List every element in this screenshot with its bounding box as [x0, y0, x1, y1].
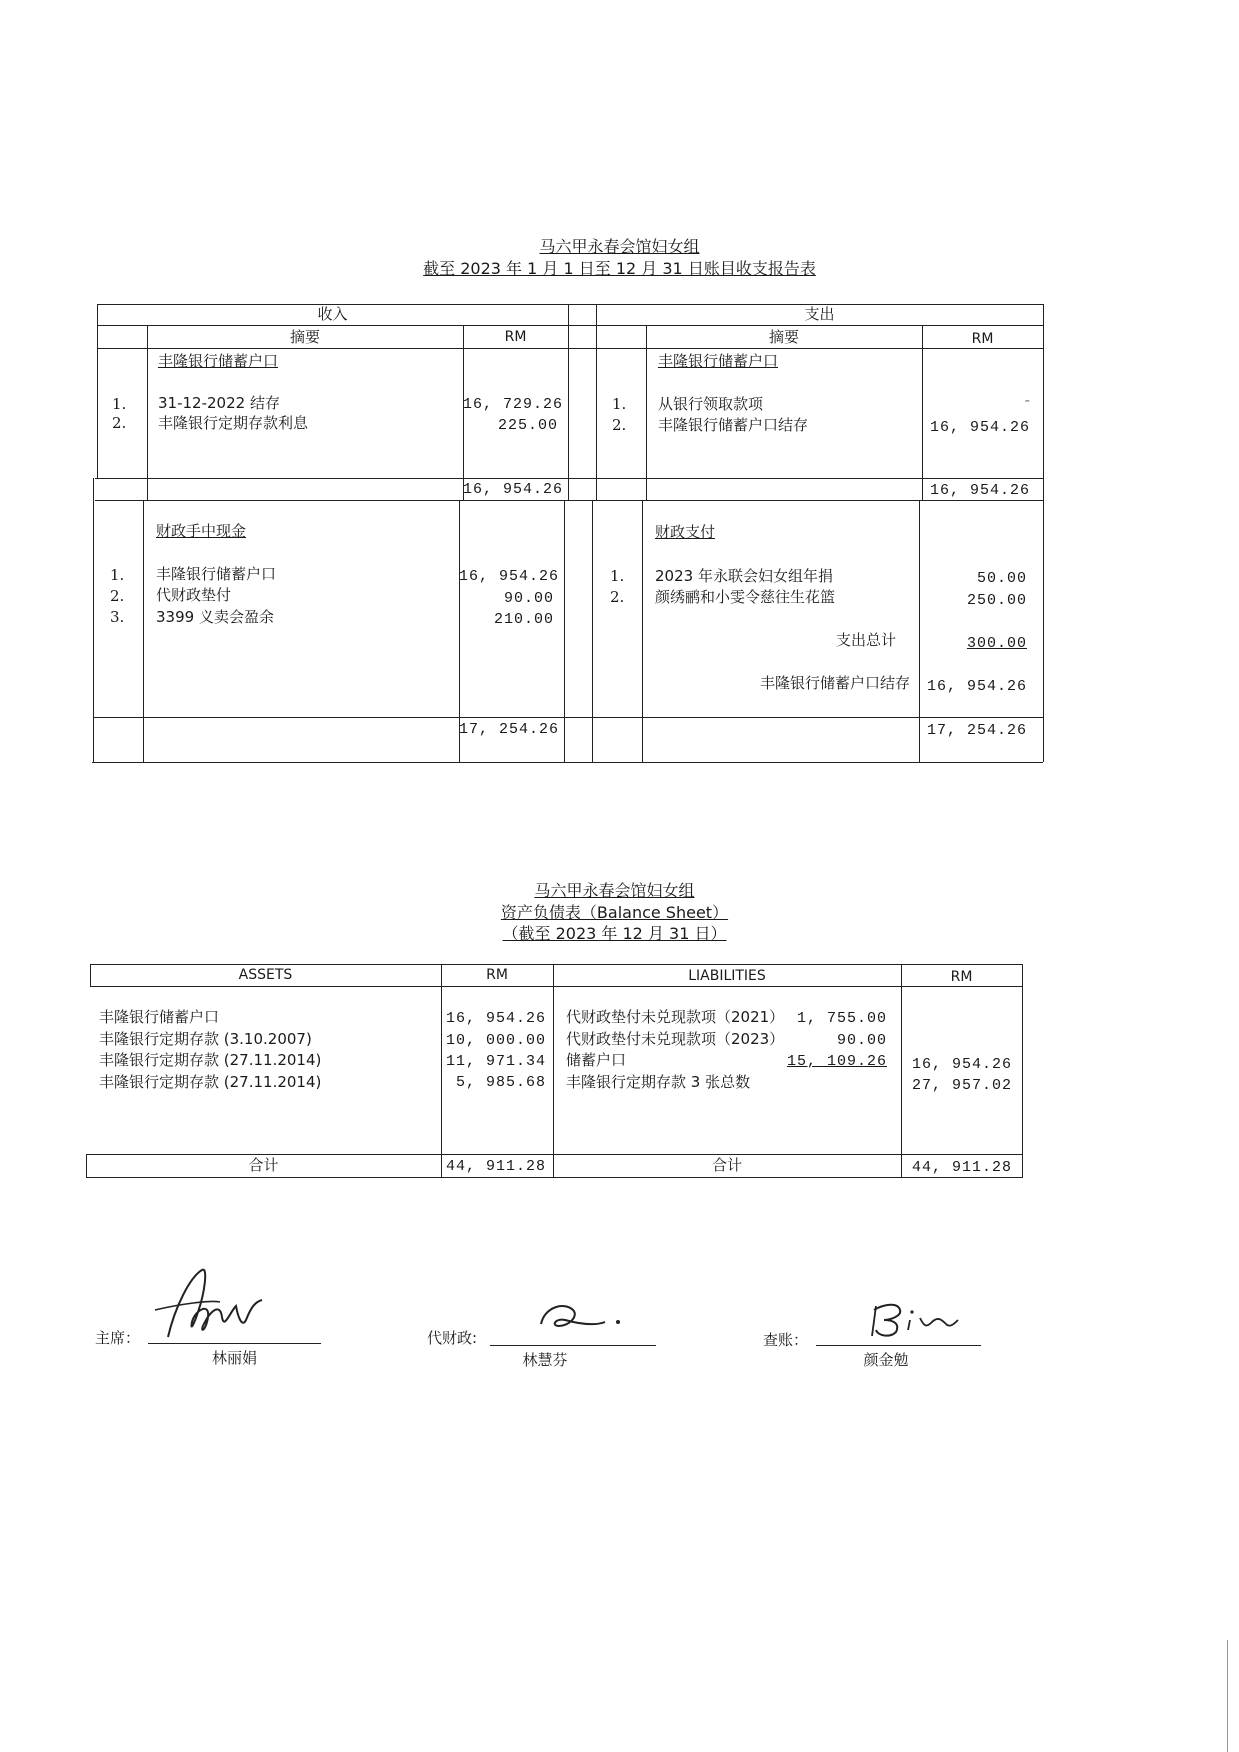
list-item-no: 1. — [112, 395, 127, 413]
table-row: 代财政垫付未兑现款项（2023） — [566, 1030, 785, 1048]
list-item-no: 2. — [110, 587, 125, 605]
bs-date: （截至 2023 年 12 月 31 日） — [502, 924, 727, 943]
expense-total: 300.00 — [966, 635, 1027, 652]
expense-header: 支出 — [804, 305, 835, 323]
balance-label: 丰隆银行储蓄户口结存 — [759, 674, 910, 692]
assets-total-label: 合计 — [248, 1156, 279, 1174]
balance-amount: 16, 954.26 — [926, 678, 1027, 695]
table-row: 储蓄户口 — [566, 1051, 627, 1069]
list-item-no: 1. — [612, 395, 627, 413]
list-item-no: 1. — [110, 566, 125, 584]
table-row: 1, 755.00 — [796, 1010, 887, 1027]
assets-header: ASSETS — [238, 967, 293, 983]
expense-total-label: 支出总计 — [835, 631, 896, 649]
list-item-desc: 颜绣鹂和小雯令慈往生花篮 — [655, 588, 836, 606]
table-row: 16, 954.26 — [445, 1010, 546, 1027]
list-item-amount: 210.00 — [493, 611, 554, 628]
scan-edge — [1227, 1640, 1228, 1752]
list-item-amount: 225.00 — [497, 417, 558, 434]
liabilities-total-label: 合计 — [711, 1156, 742, 1174]
block1-left-total: 16, 954.26 — [463, 481, 564, 498]
table-row: 丰隆银行定期存款 3 张总数 — [566, 1073, 751, 1091]
report-org-title: 马六甲永春会馆妇女组 — [539, 237, 700, 256]
list-item-amount: - — [1024, 391, 1030, 409]
table-row: 15, 109.26 — [786, 1053, 887, 1070]
list-item-amount: 16, 954.26 — [459, 568, 560, 585]
table-row: 11, 971.34 — [445, 1053, 546, 1070]
chair-label: 主席： — [95, 1329, 141, 1347]
chair-name: 林丽娟 — [211, 1349, 257, 1367]
report-subtitle: 截至 2023 年 1 月 1 日至 12 月 31 日账目收支报告表 — [423, 259, 816, 278]
expense-desc-header: 摘要 — [768, 328, 799, 346]
block2-left-total: 17, 254.26 — [459, 721, 560, 738]
list-item-no: 1. — [610, 567, 625, 585]
table-row: 10, 000.00 — [445, 1032, 546, 1049]
income-header: 收入 — [317, 305, 348, 323]
liabilities-rm-header: RM — [950, 969, 973, 985]
auditor-signature — [862, 1296, 972, 1344]
auditor-label: 查账： — [763, 1331, 809, 1349]
table-row: 丰隆银行储蓄户口 — [99, 1008, 220, 1026]
assets-total: 44, 911.28 — [445, 1158, 546, 1175]
list-item-desc: 丰隆银行定期存款利息 — [158, 414, 309, 432]
block2-right-total: 17, 254.26 — [926, 722, 1027, 739]
list-item-amount: 250.00 — [966, 592, 1027, 609]
list-item-desc: 丰隆银行储蓄户口 — [156, 565, 277, 583]
list-item-amount: 50.00 — [976, 570, 1027, 587]
assets-rm-header: RM — [486, 967, 508, 983]
list-item-amount: 90.00 — [503, 590, 554, 607]
block1-right-heading: 丰隆银行储蓄户口 — [658, 352, 779, 370]
liabilities-header: LIABILITIES — [688, 968, 766, 984]
list-item-desc: 代财政垫付 — [156, 586, 232, 604]
block1-right-total: 16, 954.26 — [929, 482, 1030, 499]
list-item-no: 2. — [612, 416, 627, 434]
table-row: 丰隆银行定期存款 (3.10.2007) — [99, 1030, 312, 1048]
list-item-desc: 31-12-2022 结存 — [158, 394, 280, 412]
liabilities-total: 44, 911.28 — [911, 1159, 1012, 1176]
list-item-amount: 16, 729.26 — [463, 396, 564, 413]
income-rm-header: RM — [504, 329, 527, 345]
list-item-no: 2. — [112, 414, 127, 432]
table-row: 丰隆银行定期存款 (27.11.2014) — [99, 1073, 322, 1091]
table-row: 27, 957.02 — [911, 1077, 1012, 1094]
block1-left-heading: 丰隆银行储蓄户口 — [158, 352, 279, 370]
expense-rm-header: RM — [971, 331, 994, 347]
block2-right-heading: 财政支付 — [655, 523, 716, 541]
table-row: 丰隆银行定期存款 (27.11.2014) — [99, 1051, 322, 1069]
block2-left-heading: 财政手中现金 — [156, 522, 247, 540]
list-item-desc: 丰隆银行储蓄户口结存 — [658, 416, 809, 434]
table-row: 16, 954.26 — [911, 1056, 1012, 1073]
bs-subtitle: 资产负债表（Balance Sheet） — [500, 903, 729, 922]
list-item-no: 3. — [110, 608, 125, 626]
chair-signature — [150, 1262, 280, 1352]
treasurer-label: 代财政: — [427, 1329, 478, 1347]
list-item-no: 2. — [610, 588, 625, 606]
list-item-amount: 16, 954.26 — [929, 419, 1030, 436]
table-row: 代财政垫付未兑现款项（2021） — [566, 1008, 785, 1026]
bs-org-title: 马六甲永春会馆妇女组 — [534, 881, 695, 900]
table-row: 90.00 — [836, 1032, 887, 1049]
table-row: 5, 985.68 — [455, 1074, 546, 1091]
list-item-desc: 从银行领取款项 — [658, 395, 764, 413]
list-item-desc: 2023 年永联会妇女组年捐 — [655, 567, 833, 585]
income-desc-header: 摘要 — [289, 328, 320, 346]
treasurer-name: 林慧芬 — [522, 1351, 568, 1369]
auditor-name: 颜金勉 — [863, 1351, 909, 1369]
list-item-desc: 3399 义卖会盈余 — [156, 608, 274, 626]
treasurer-signature — [525, 1296, 635, 1340]
